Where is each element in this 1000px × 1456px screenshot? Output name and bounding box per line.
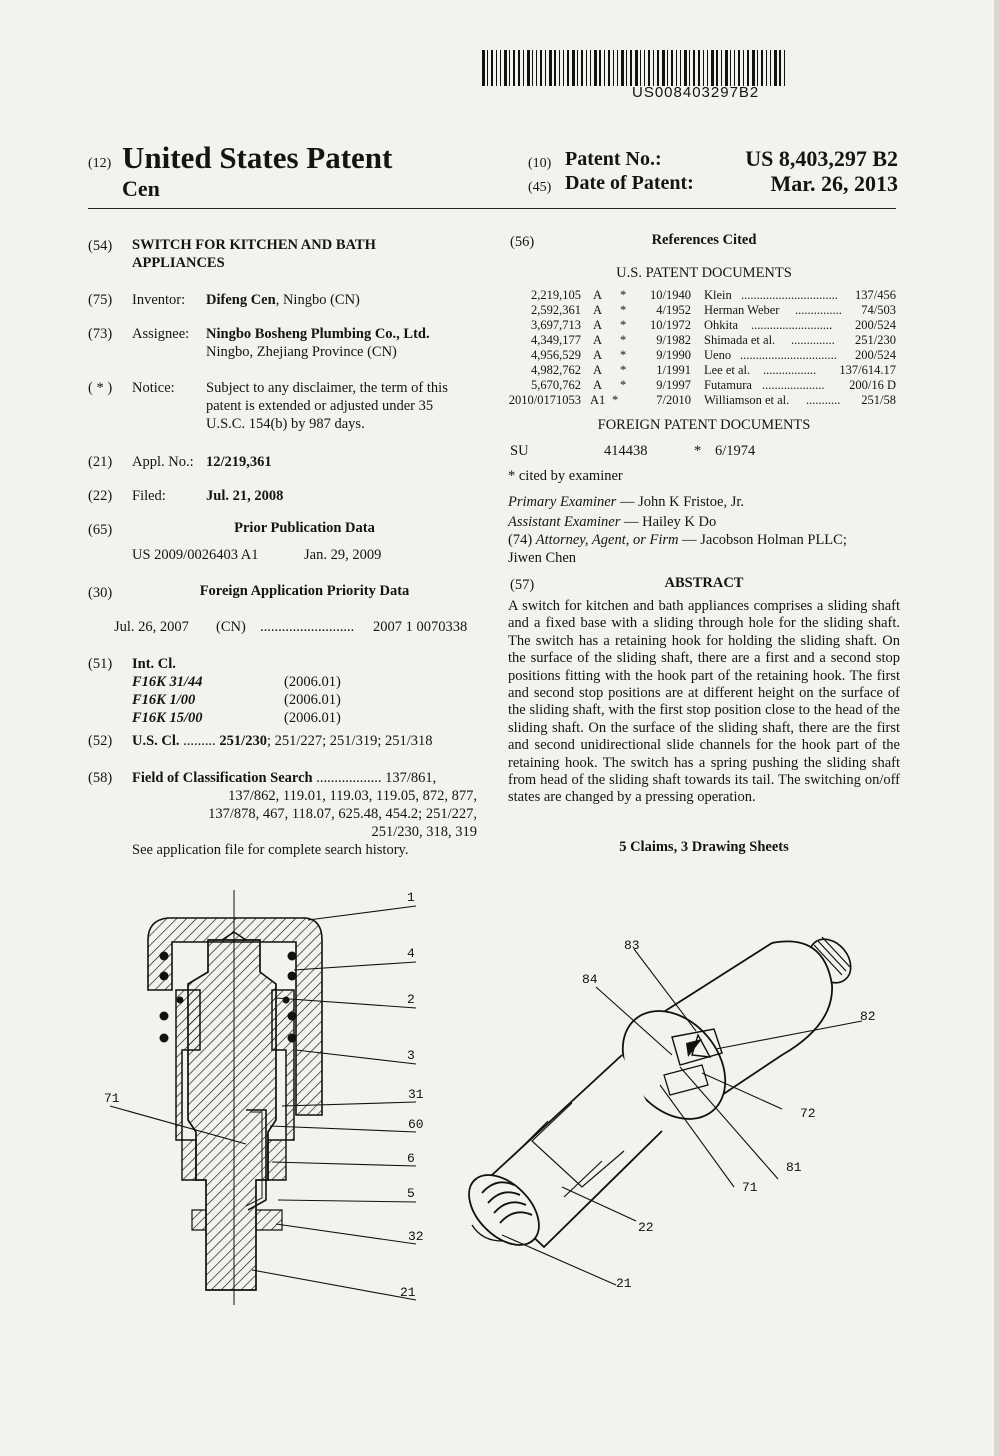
references-heading: References Cited bbox=[651, 232, 757, 248]
code-45: (45) bbox=[528, 180, 552, 195]
date-of-patent-label: Date of Patent: bbox=[565, 172, 694, 194]
foreign-priority-date: Jul. 26, 2007 bbox=[114, 619, 189, 635]
reference-row: 4,349,177 A * 9/1982 Shimada et al. .............. 251/230 bbox=[531, 333, 896, 347]
barcode-bar bbox=[577, 50, 578, 86]
invention-title-line1: SWITCH FOR KITCHEN AND BATH bbox=[132, 237, 376, 253]
assistant-examiner: Assistant Examiner — Hailey K Do bbox=[508, 514, 717, 530]
barcode-bar bbox=[549, 50, 552, 86]
ref-numeral-21-persp: 21 bbox=[616, 1276, 632, 1291]
barcode-bar bbox=[635, 50, 638, 86]
barcode-bar bbox=[491, 50, 493, 86]
abstract-text: A switch for kitchen and bath appliances comprises a sliding shaft and a fixed base with a sliding through hole for the sliding shaft. The switch has a retaining hook for holding the sliding shaft. On the surface of the sliding shaft, there are a first and a second stop positions fitting with the hook part of the retaining hook. The first and second stop positions are at different height on the surface of the sliding shaft, with the first stop position close to the head of the sliding shaft. On the surface of the sliding shaft, there are the first and second unidirectional slide channels for the hook part of the retaining hook. The switch has a spring pushing the sliding shaft from head of the sliding shaft towards its tail. The switching on/off states are changed by a pressing operation. bbox=[508, 598, 900, 806]
barcode-bar bbox=[689, 50, 690, 86]
barcode-bar bbox=[513, 50, 515, 86]
barcode-bar bbox=[523, 50, 524, 86]
foreign-star: * bbox=[694, 443, 702, 459]
int-cl-class: F16K 31/44 bbox=[132, 674, 203, 690]
appl-no-label: Appl. No.: bbox=[132, 454, 194, 470]
foreign-patent-documents-heading: FOREIGN PATENT DOCUMENTS bbox=[597, 417, 811, 433]
perspective-view-figure bbox=[452, 925, 892, 1310]
barcode-bar bbox=[698, 50, 700, 86]
barcode-bar bbox=[752, 50, 755, 86]
assignee-label: Assignee: bbox=[132, 326, 190, 342]
page-edge bbox=[994, 0, 1000, 1456]
reference-row: 2,592,361 A * 4/1952 Herman Weber ............... 74/503 bbox=[531, 303, 896, 317]
prior-publication-date: Jan. 29, 2009 bbox=[304, 547, 382, 563]
reference-row: 2010/0171053 A1 * 7/2010 Williamson et al. ........... 251/58 bbox=[508, 393, 896, 407]
barcode-number: US008403297B2 bbox=[632, 84, 760, 101]
barcode-bar bbox=[545, 50, 546, 86]
reference-row: 2,219,105 A * 10/1940 Klein ............................... 137/456 bbox=[531, 288, 896, 302]
barcode-bar bbox=[707, 50, 708, 86]
barcode-bar bbox=[567, 50, 569, 86]
code-22: (22) bbox=[88, 488, 113, 504]
barcode-bar bbox=[608, 50, 610, 86]
date-of-patent: Mar. 26, 2013 bbox=[770, 171, 898, 196]
field-search-line2: 137/862, 119.01, 119.03, 119.05, 872, 877, bbox=[228, 788, 477, 804]
int-cl-class: F16K 1/00 bbox=[132, 692, 196, 708]
barcode-bar bbox=[640, 50, 641, 86]
ref-numeral-1: 1 bbox=[407, 890, 415, 905]
notice-line2: patent is extended or adjusted under 35 bbox=[206, 398, 434, 414]
barcode-bar bbox=[653, 50, 654, 86]
assignee-name: Ningbo Bosheng Plumbing Co., Ltd. bbox=[206, 326, 430, 342]
barcode-bar bbox=[554, 50, 556, 86]
code-73: (73) bbox=[88, 326, 113, 342]
prior-publication-heading: Prior Publication Data bbox=[234, 520, 375, 536]
barcode-bar bbox=[761, 50, 763, 86]
barcode-bar bbox=[648, 50, 650, 86]
abstract-heading: ABSTRACT bbox=[664, 575, 744, 591]
invention-title-line2: APPLIANCES bbox=[132, 255, 225, 271]
code-51: (51) bbox=[88, 656, 113, 672]
barcode-bar bbox=[536, 50, 537, 86]
int-cl-version: (2006.01) bbox=[284, 692, 341, 708]
ref-numeral-5: 5 bbox=[407, 1186, 415, 1201]
attorney-line1: (74) Attorney, Agent, or Firm — Jacobson Holman PLLC; bbox=[508, 532, 847, 548]
int-cl-class: F16K 15/00 bbox=[132, 710, 203, 726]
reference-row: 5,670,762 A * 9/1997 Futamura .................... 200/16 D bbox=[531, 378, 896, 392]
barcode-bar bbox=[774, 50, 777, 86]
ref-numeral-21: 21 bbox=[400, 1285, 416, 1300]
barcode-bar bbox=[509, 50, 510, 86]
code-21: (21) bbox=[88, 454, 113, 470]
barcode-bar bbox=[482, 50, 485, 86]
field-search-line1: Field of Classification Search .................. 137/861, bbox=[132, 770, 437, 786]
barcode-bar bbox=[738, 50, 740, 86]
ref-numeral-84: 84 bbox=[582, 972, 598, 987]
int-cl-label: Int. Cl. bbox=[132, 656, 176, 672]
assignee-location: Ningbo, Zhejiang Province (CN) bbox=[206, 344, 397, 360]
barcode-bar bbox=[734, 50, 735, 86]
int-cl-version: (2006.01) bbox=[284, 710, 341, 726]
barcode-bar bbox=[716, 50, 718, 86]
notice-line3: U.S.C. 154(b) by 987 days. bbox=[206, 416, 365, 432]
barcode-bar bbox=[527, 50, 530, 86]
field-search-line4: 251/230, 318, 319 bbox=[371, 824, 477, 840]
barcode-bar bbox=[725, 50, 728, 86]
code-57: (57) bbox=[510, 577, 535, 593]
barcode-bar bbox=[711, 50, 714, 86]
code-notice: ( * ) bbox=[88, 380, 113, 396]
field-search-line3: 137/878, 467, 118.07, 625.48, 454.2; 251/227, bbox=[208, 806, 477, 822]
code-52: (52) bbox=[88, 733, 113, 749]
barcode-bar bbox=[586, 50, 587, 86]
primary-examiner: Primary Examiner — John K Fristoe, Jr. bbox=[508, 494, 745, 510]
barcode-bar bbox=[630, 50, 632, 86]
attorney-line2: Jiwen Chen bbox=[508, 550, 577, 566]
barcode-bar bbox=[770, 50, 771, 86]
header-rule bbox=[88, 208, 896, 209]
ref-numeral-22: 22 bbox=[638, 1220, 654, 1235]
code-65: (65) bbox=[88, 522, 113, 538]
barcode-bar bbox=[559, 50, 560, 86]
notice-label: Notice: bbox=[132, 380, 175, 396]
barcode-bar bbox=[518, 50, 520, 86]
us-cl: U.S. Cl. ......... 251/230; 251/227; 251/319; 251/318 bbox=[132, 733, 433, 749]
barcode-bar bbox=[684, 50, 687, 86]
ref-numeral-81: 81 bbox=[786, 1160, 802, 1175]
reference-row: 4,982,762 A * 1/1991 Lee et al. ................. 137/614.17 bbox=[531, 363, 896, 377]
barcode-bar bbox=[644, 50, 645, 86]
field-search-note: See application file for complete search history. bbox=[132, 842, 409, 858]
barcode-bar bbox=[784, 50, 785, 86]
ref-numeral-72: 72 bbox=[800, 1106, 816, 1121]
notice-line1: Subject to any disclaimer, the term of this bbox=[206, 380, 448, 396]
code-10: (10) bbox=[528, 156, 552, 171]
barcode-bar bbox=[671, 50, 673, 86]
patent-barcode bbox=[482, 50, 898, 86]
foreign-country: SU bbox=[510, 443, 529, 459]
inventor-label: Inventor: bbox=[132, 292, 186, 308]
barcode-bar bbox=[676, 50, 677, 86]
patent-doc-title: United States Patent bbox=[122, 140, 393, 175]
barcode-bar bbox=[757, 50, 758, 86]
barcode-bar bbox=[621, 50, 624, 86]
foreign-priority-heading: Foreign Application Priority Data bbox=[199, 583, 410, 599]
barcode-bar bbox=[496, 50, 497, 86]
claims-count: 5 Claims, 3 Drawing Sheets bbox=[619, 839, 789, 855]
reference-row: 3,697,713 A * 10/1972 Ohkita .......................... 200/524 bbox=[531, 318, 896, 332]
foreign-priority-dots: .......................... bbox=[260, 619, 355, 635]
barcode-bar bbox=[703, 50, 704, 86]
foreign-number: 414438 bbox=[604, 443, 648, 459]
ref-numeral-71-persp: 71 bbox=[742, 1180, 758, 1195]
barcode-bar bbox=[563, 50, 564, 86]
barcode-bar bbox=[540, 50, 542, 86]
barcode-bar bbox=[680, 50, 681, 86]
prior-publication-number: US 2009/0026403 A1 bbox=[132, 547, 259, 563]
ref-numeral-82: 82 bbox=[860, 1009, 876, 1024]
foreign-date: 6/1974 bbox=[715, 443, 756, 459]
sectional-view-figure bbox=[96, 880, 436, 1310]
code-30: (30) bbox=[88, 585, 113, 601]
ref-numeral-71: 71 bbox=[104, 1091, 120, 1106]
ref-numeral-32: 32 bbox=[408, 1229, 424, 1244]
barcode-bar bbox=[747, 50, 749, 86]
ref-numeral-4: 4 bbox=[407, 946, 415, 961]
foreign-priority-number: 2007 1 0070338 bbox=[373, 619, 468, 635]
barcode-bar bbox=[721, 50, 722, 86]
code-75: (75) bbox=[88, 292, 113, 308]
barcode-bar bbox=[581, 50, 583, 86]
barcode-bar bbox=[613, 50, 614, 86]
int-cl-version: (2006.01) bbox=[284, 674, 341, 690]
appl-no-value: 12/219,361 bbox=[206, 454, 272, 470]
barcode-bar bbox=[504, 50, 507, 86]
barcode-bar bbox=[487, 50, 488, 86]
foreign-priority-country: (CN) bbox=[216, 619, 246, 635]
ref-numeral-2: 2 bbox=[407, 992, 415, 1007]
us-patent-documents-heading: U.S. PATENT DOCUMENTS bbox=[616, 265, 792, 281]
barcode-bar bbox=[730, 50, 731, 86]
barcode-bar bbox=[532, 50, 533, 86]
header-inventor: Cen bbox=[122, 176, 160, 201]
barcode-bar bbox=[500, 50, 501, 86]
barcode-bar bbox=[599, 50, 601, 86]
barcode-bar bbox=[604, 50, 605, 86]
ref-numeral-3: 3 bbox=[407, 1048, 415, 1063]
patent-number: US 8,403,297 B2 bbox=[745, 146, 898, 171]
barcode-bar bbox=[594, 50, 597, 86]
code-54: (54) bbox=[88, 238, 113, 254]
barcode-bar bbox=[667, 50, 668, 86]
ref-numeral-6: 6 bbox=[407, 1151, 415, 1166]
code-58: (58) bbox=[88, 770, 113, 786]
barcode-bar bbox=[572, 50, 575, 86]
barcode-bar bbox=[766, 50, 767, 86]
reference-row: 4,956,529 A * 9/1990 Ueno ............................... 200/524 bbox=[531, 348, 896, 362]
ref-numeral-60: 60 bbox=[408, 1117, 424, 1132]
filed-label: Filed: bbox=[132, 488, 166, 504]
ref-numeral-83: 83 bbox=[624, 938, 640, 953]
code-56: (56) bbox=[510, 234, 535, 250]
barcode-bar bbox=[590, 50, 591, 86]
code-12: (12) bbox=[88, 156, 112, 171]
cited-by-examiner: * cited by examiner bbox=[508, 468, 623, 484]
ref-numeral-31: 31 bbox=[408, 1087, 424, 1102]
barcode-bar bbox=[743, 50, 744, 86]
barcode-bar bbox=[617, 50, 618, 86]
barcode-bar bbox=[626, 50, 627, 86]
patent-no-label: Patent No.: bbox=[565, 148, 662, 170]
inventor-value: Difeng Cen, Ningbo (CN) bbox=[206, 292, 360, 308]
barcode-bar bbox=[662, 50, 665, 86]
barcode-bar bbox=[693, 50, 695, 86]
barcode-bar bbox=[779, 50, 781, 86]
filed-value: Jul. 21, 2008 bbox=[206, 488, 284, 504]
barcode-bar bbox=[657, 50, 659, 86]
